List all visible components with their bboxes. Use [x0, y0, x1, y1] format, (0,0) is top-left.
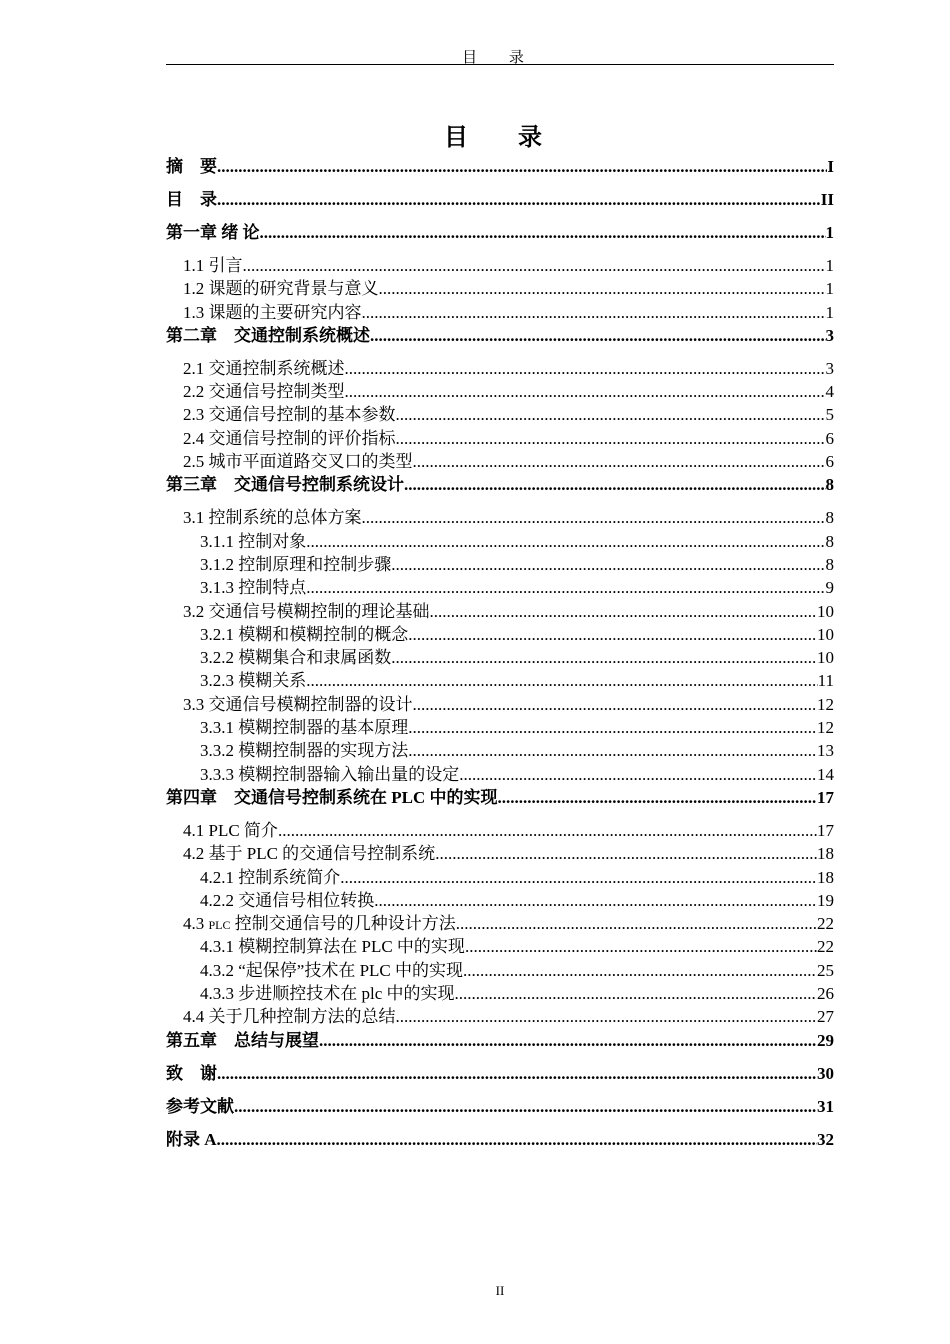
dot-leader: [404, 473, 826, 497]
toc-section-entry[interactable]: [166, 739, 834, 762]
toc-page-number: 11: [817, 671, 834, 691]
dot-leader: [362, 301, 826, 324]
dot-leader: [345, 357, 826, 380]
toc-page-number: 12: [817, 694, 834, 714]
dot-leader: [379, 277, 826, 300]
toc-page-number: II: [820, 190, 834, 209]
dot-leader: [217, 155, 827, 179]
dot-leader: [408, 623, 817, 646]
toc-page-number: 1: [825, 279, 834, 299]
toc-page-number: 29: [817, 1030, 834, 1050]
toc-entry-title: 参考文献: [166, 1096, 234, 1116]
toc-entry-title: 附录 A: [166, 1129, 217, 1149]
toc-page-number: 30: [817, 1063, 834, 1083]
running-header: 目 录: [462, 50, 538, 66]
toc-page-number: 8: [825, 531, 834, 551]
toc-entry-title: 2.3 交通信号控制的基本参数: [183, 405, 396, 425]
toc-page-number: 14: [817, 764, 834, 784]
toc-page-number: 10: [817, 601, 834, 621]
dot-leader: [413, 693, 818, 716]
toc-section-entry[interactable]: [166, 693, 834, 716]
toc-section-entry[interactable]: [166, 819, 834, 842]
dot-leader: [396, 1005, 818, 1028]
dot-leader: [408, 716, 817, 739]
dot-leader: [306, 576, 825, 599]
dot-leader: [217, 1062, 817, 1086]
dot-leader: [278, 819, 817, 842]
toc-page-number: 22: [817, 914, 834, 934]
dot-leader: [396, 403, 826, 426]
dot-leader: [340, 866, 817, 889]
toc-section-entry[interactable]: [166, 1005, 834, 1028]
toc-chapter-entry[interactable]: [166, 786, 834, 819]
toc-chapter-entry[interactable]: [166, 1062, 834, 1095]
toc-page-number: 10: [817, 648, 834, 668]
toc-page-number: 4: [825, 382, 834, 402]
toc-page-number: 22: [817, 937, 834, 957]
toc-section-entry[interactable]: [166, 959, 834, 982]
toc-page-number: 3: [825, 325, 834, 345]
toc-entry-title: 摘 要: [166, 157, 217, 176]
toc-page-number: 27: [817, 1007, 834, 1027]
toc-page-number: 1: [825, 223, 834, 242]
toc-entry-title: 4.1 PLC 简介: [183, 820, 278, 840]
toc-section-entry[interactable]: [166, 380, 834, 403]
dot-leader: [319, 1029, 817, 1053]
toc-page-number: 6: [825, 428, 834, 448]
dot-leader: [217, 1128, 817, 1152]
toc-section-entry[interactable]: [166, 357, 834, 380]
dot-leader: [243, 254, 826, 277]
dot-leader: [408, 739, 817, 762]
dot-leader: [370, 324, 826, 348]
toc-section-entry[interactable]: [166, 669, 834, 692]
toc-page-number: 18: [817, 844, 834, 864]
toc-entry-title: 2.1 交通控制系统概述: [183, 358, 345, 378]
toc-chapter-entry[interactable]: [166, 155, 834, 188]
toc-section-entry[interactable]: [166, 301, 834, 324]
toc-page-number: 26: [817, 984, 834, 1004]
dot-leader: [430, 600, 818, 623]
toc-section-entry[interactable]: [166, 982, 834, 1005]
dot-leader: [260, 221, 826, 245]
toc-section-entry[interactable]: [166, 763, 834, 786]
toc-entry-title: 4.3 PLC 控制交通信号的几种设计方法: [183, 914, 456, 934]
toc-page-number: 17: [817, 820, 834, 840]
toc-entry-title: 第五章 总结与展望: [166, 1030, 319, 1050]
toc-entry-title: 3.2.3 模糊关系: [200, 671, 307, 691]
toc-chapter-entry[interactable]: [166, 473, 834, 506]
toc-page-number: 1: [825, 302, 834, 322]
dot-leader: [391, 553, 825, 576]
dot-leader: [391, 646, 817, 669]
page-title: 目 录: [444, 125, 564, 151]
toc-entry-title: 第二章 交通控制系统概述: [166, 325, 370, 345]
toc-entry-title: 4.3.1 模糊控制算法在 PLC 中的实现: [200, 937, 465, 957]
dot-leader: [234, 1095, 817, 1119]
toc-section-entry[interactable]: [166, 600, 834, 623]
toc-entry-title: 4.2.1 控制系统简介: [200, 867, 341, 887]
toc-chapter-entry[interactable]: [166, 324, 834, 357]
toc-page-number: 5: [825, 405, 834, 425]
toc-entry-title: 1.3 课题的主要研究内容: [183, 302, 362, 322]
toc-entry-title: 4.4 关于几种控制方法的总结: [183, 1007, 396, 1027]
dot-leader: [435, 842, 817, 865]
toc-section-entry[interactable]: [166, 935, 834, 958]
toc-chapter-entry[interactable]: [166, 1128, 834, 1161]
toc-entry-title: 2.4 交通信号控制的评价指标: [183, 428, 396, 448]
dot-leader: [456, 912, 817, 935]
toc-entry-title: 3.1 控制系统的总体方案: [183, 508, 362, 528]
toc-entry-title: 3.2 交通信号模糊控制的理论基础: [183, 601, 430, 621]
toc-page-number: 1: [825, 256, 834, 275]
toc-section-entry[interactable]: [166, 506, 834, 529]
toc-entry-title: 3.1.1 控制对象: [200, 531, 307, 551]
toc-section-entry[interactable]: [166, 623, 834, 646]
toc-page-number: 8: [825, 508, 834, 528]
dot-leader: [463, 959, 817, 982]
toc-entry-title: 第四章 交通信号控制系统在 PLC 中的实现: [166, 787, 498, 807]
toc-section-entry[interactable]: [166, 912, 834, 935]
toc-entry-title: 3.3.1 模糊控制器的基本原理: [200, 718, 409, 738]
toc-entry-title: 4.2 基于 PLC 的交通信号控制系统: [183, 844, 436, 864]
toc-entry-title: 2.2 交通信号控制类型: [183, 382, 345, 402]
toc-chapter-entry[interactable]: [166, 1095, 834, 1128]
toc-page-number: 3: [825, 358, 834, 378]
dot-leader: [498, 786, 818, 810]
dot-leader: [396, 427, 826, 450]
toc-section-entry[interactable]: [166, 576, 834, 599]
toc-page-number: 9: [825, 578, 834, 598]
dot-leader: [362, 506, 826, 529]
header-rule: [166, 64, 834, 65]
toc-entry-title: 第一章 绪 论: [166, 223, 260, 242]
dot-leader: [465, 935, 817, 958]
toc-entry-title: 4.3.3 步进顺控技术在 plc 中的实现: [200, 984, 455, 1004]
toc-page-number: 8: [825, 475, 834, 495]
toc-chapter-entry[interactable]: [166, 221, 834, 254]
toc-page-number: 13: [817, 741, 834, 761]
toc-page-number: 19: [817, 890, 834, 910]
toc-entry-title: 3.2.2 模糊集合和隶属函数: [200, 648, 392, 668]
toc-chapter-entry[interactable]: [166, 188, 834, 221]
toc-page-number: 17: [817, 787, 834, 807]
toc-section-entry[interactable]: [166, 553, 834, 576]
toc-entry-title: 3.2.1 模糊和模糊控制的概念: [200, 624, 409, 644]
toc-page-number: 18: [817, 867, 834, 887]
dot-leader: [217, 188, 821, 212]
dot-leader: [306, 530, 825, 553]
toc-section-entry[interactable]: [166, 842, 834, 865]
toc-entry-title: 第三章 交通信号控制系统设计: [166, 475, 404, 495]
toc-entry-title: 1.1 引言: [183, 256, 243, 275]
toc-section-entry[interactable]: [166, 530, 834, 553]
dot-leader: [455, 982, 817, 1005]
toc-section-entry[interactable]: [166, 889, 834, 912]
dot-leader: [413, 450, 826, 473]
toc-entry-title: 2.5 城市平面道路交叉口的类型: [183, 452, 413, 472]
toc-section-entry[interactable]: [166, 866, 834, 889]
toc-entry-title: 4.2.2 交通信号相位转换: [200, 890, 375, 910]
toc-entry-title: 3.1.3 控制特点: [200, 578, 307, 598]
toc-page-number: 31: [817, 1096, 834, 1116]
toc-section-entry[interactable]: [166, 646, 834, 669]
toc-section-entry[interactable]: [166, 277, 834, 300]
toc-section-entry[interactable]: [166, 427, 834, 450]
toc-entry-title: 1.2 课题的研究背景与意义: [183, 279, 379, 299]
toc-page-number: 32: [817, 1129, 834, 1149]
toc-section-entry[interactable]: [166, 450, 834, 473]
toc-entry-title: 3.1.2 控制原理和控制步骤: [200, 554, 392, 574]
toc-page-number: I: [827, 157, 834, 176]
dot-leader: [345, 380, 826, 403]
toc-page-number: 10: [817, 624, 834, 644]
toc-page-number: 25: [817, 960, 834, 980]
toc-page-number: 8: [825, 554, 834, 574]
toc-entry-title: 3.3.3 模糊控制器输入输出量的设定: [200, 764, 460, 784]
toc-entry-title: 4.3.2 “起保停”技术在 PLC 中的实现: [200, 960, 464, 980]
toc-entry-title: 3.3.2 模糊控制器的实现方法: [200, 741, 409, 761]
toc-entry-title: 目 录: [166, 190, 217, 209]
dot-leader: [306, 669, 817, 692]
page-number: II: [495, 1283, 505, 1298]
toc-section-entry[interactable]: [166, 403, 834, 426]
dot-leader: [374, 889, 817, 912]
toc-section-entry[interactable]: [166, 254, 834, 277]
toc-section-entry[interactable]: [166, 716, 834, 739]
toc-chapter-entry[interactable]: [166, 1029, 834, 1062]
toc-entry-title: 3.3 交通信号模糊控制器的设计: [183, 694, 413, 714]
toc-page-number: 12: [817, 718, 834, 738]
toc-entry-title: 致 谢: [166, 1063, 217, 1083]
toc-page-number: 6: [825, 452, 834, 472]
table-of-contents: [166, 155, 834, 1161]
dot-leader: [459, 763, 817, 786]
